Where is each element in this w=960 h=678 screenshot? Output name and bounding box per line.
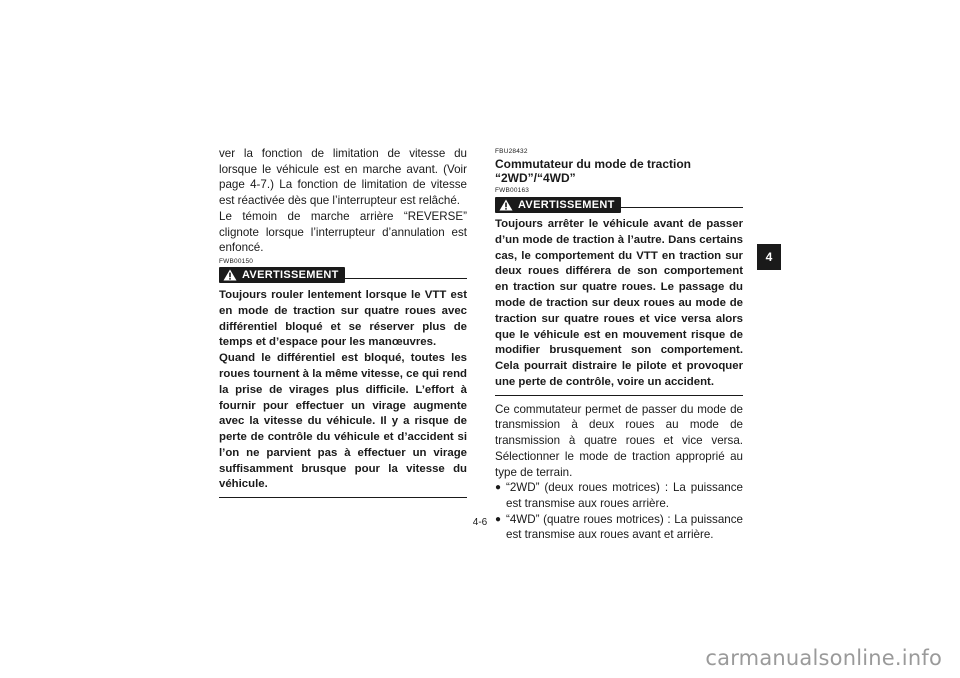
section-title-line: Commutateur du mode de traction (495, 157, 692, 171)
warning-code: FWB00150 (219, 257, 254, 265)
body-paragraph: Ce commutateur permet de passer du mode de transmission à deux roues au mode de transmission à quatre roues et vice versa. Sélectionner le mode de traction approprié au type de terrain. (495, 402, 743, 479)
right-column (495, 146, 743, 543)
warning-divider (345, 278, 467, 279)
warning-text: Toujours arrêter le véhicule avant de passer d’un mode de traction à l’autre. Dans certains cas, le comportement du VTT en traction sur deux roues différera de son comportement en traction sur quatre roues. Le passage du mode de traction sur deux roues au mode de traction sur quatre roues et vice versa alors que le véhicule est en mouvement risque de modifier brusquement son comportement. Cela pourrait distraire le pilote et provoquer une perte de contrôle, voire un accident. (495, 218, 743, 388)
warning-text: Quand le différentiel est bloqué, toutes les roues tournent à la même vitesse, ce qui rend la prise de virages plus difficile. L’effort à fournir pour effectuer un virage augmente avec la vitesse du véhicule. Il y a risque de perte de contrôle du véhicule et d’accident si l’on ne parvient pas à effectuer un virage suffisamment brusque pour la vitesse du véhicule. (219, 352, 467, 491)
section-code: FBU28432 (495, 148, 528, 155)
bullet-icon: ● (495, 482, 502, 494)
warning-end-rule (219, 497, 467, 498)
warning-label: AVERTISSEMENT (242, 269, 339, 282)
warning-label: AVERTISSEMENT (518, 198, 615, 211)
page-number: 4-6 (472, 517, 488, 528)
body-paragraph: Le témoin de marche arrière “REVERSE” clignote lorsque l’interrupteur d’annulation est enfoncé. (219, 209, 467, 255)
warning-header (495, 196, 743, 213)
warning-triangle-icon (499, 199, 513, 211)
section-title-line: “2WD”/“4WD” (495, 171, 576, 185)
list-item (495, 480, 743, 511)
warning-divider (621, 207, 743, 208)
warning-triangle-icon (223, 269, 237, 281)
warning-badge (219, 267, 345, 283)
warning-end-rule (495, 395, 743, 396)
bullet-icon: ● (495, 513, 502, 525)
warning-header (219, 267, 467, 284)
section-title (495, 157, 743, 185)
chapter-tab: 4 (757, 244, 781, 270)
warning-text: Toujours rouler lentement lorsque le VTT est en mode de traction sur quatre roues avec différentiel bloqué et se réserver plus de temps et d’espace pour les manœuvres. (219, 288, 467, 349)
left-column (219, 146, 467, 498)
body-paragraph: ver la fonction de limitation de vitesse du lorsque le véhicule est en marche avant. (Voir page 4-7.) La fonction de limitation de vitesse est réactivée dès que l’interrupteur est relâché. (219, 147, 467, 208)
watermark: carmanualsonline.info (705, 646, 942, 670)
list-item-text: “4WD” (quatre roues motrices) : La puissance est transmise aux roues avant et arrière. (506, 512, 743, 542)
warning-code: FWB00163 (495, 187, 530, 194)
list-item-text: “2WD” (deux roues motrices) : La puissance est transmise aux roues arrière. (506, 481, 743, 510)
warning-badge (495, 197, 621, 213)
